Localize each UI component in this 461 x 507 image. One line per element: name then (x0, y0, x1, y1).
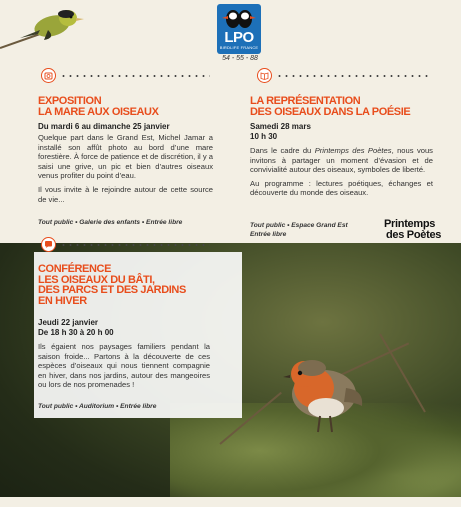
exposition-description: Quelque part dans le Grand Est, Michel Jamar a installé son affût photo au bord d’une mare forestière. À force de patience et de discrétion, il y a saisi une grive, un pic et bien d’autres oiseaux venus profiter du point d’eau. Il vous invite à le rejoindre autour de cette source de vie... (38, 133, 213, 204)
speech-bubble-icon (41, 237, 56, 252)
poesie-date: Samedi 28 mars 10 h 30 (250, 122, 311, 141)
dotted-divider (60, 75, 210, 77)
exposition-info: Tout public • Galerie des enfants • Entrée libre (38, 219, 183, 226)
poesie-description: Dans le cadre du Printemps des Poètes, nous vous invitons à partager un moment d’évasion et de convivialité autour des oiseaux, symboles de liberté. Au programme : lectures poétiques, échanges et découverte du monde des oiseaux. (250, 146, 433, 198)
photo-icon (41, 68, 56, 83)
department-numbers: 54 - 55 - 88 (222, 55, 258, 62)
finch-bird (0, 0, 95, 60)
poesie-info: Tout public • Espace Grand Est Entrée libre (250, 222, 348, 238)
dotted-divider (276, 75, 428, 77)
logo-subtitle: BIRDLIFE FRANCE (219, 45, 259, 50)
lpo-logo (217, 4, 261, 54)
conference-info: Tout public • Auditorium • Entrée libre (38, 403, 157, 410)
conference-title: CONFÉRENCE LES OISEAUX DU BÂTI, DES PARCS ET DES JARDINS EN HIVER (38, 263, 186, 307)
conference-description: Ils égaient nos paysages familiers pendant la saison froide... Partons à la découverte de ces espèces d’oiseaux qui nous tiennent compagnie en hiver, dans nos jardins, autour des mangeoires ou lors de nos promenades ! (38, 342, 210, 390)
book-icon (257, 68, 272, 83)
page-bottom-margin (0, 497, 461, 507)
conference-date: Jeudi 22 janvier De 18 h 30 à 20 h 00 (38, 318, 114, 337)
robin-bird (276, 346, 366, 436)
puffin-icon (217, 4, 261, 30)
exposition-date: Du mardi 6 au dimanche 25 janvier (38, 122, 170, 131)
exposition-title: EXPOSITION LA MARE AUX OISEAUX (38, 95, 159, 118)
poesie-title: LA REPRÉSENTATION DES OISEAUX DANS LA POÉSIE (250, 95, 411, 118)
logo-text: LPO (224, 29, 254, 46)
printemps-des-poetes-logo: Printemps des Poètes (384, 218, 442, 241)
dotted-divider (60, 244, 210, 246)
